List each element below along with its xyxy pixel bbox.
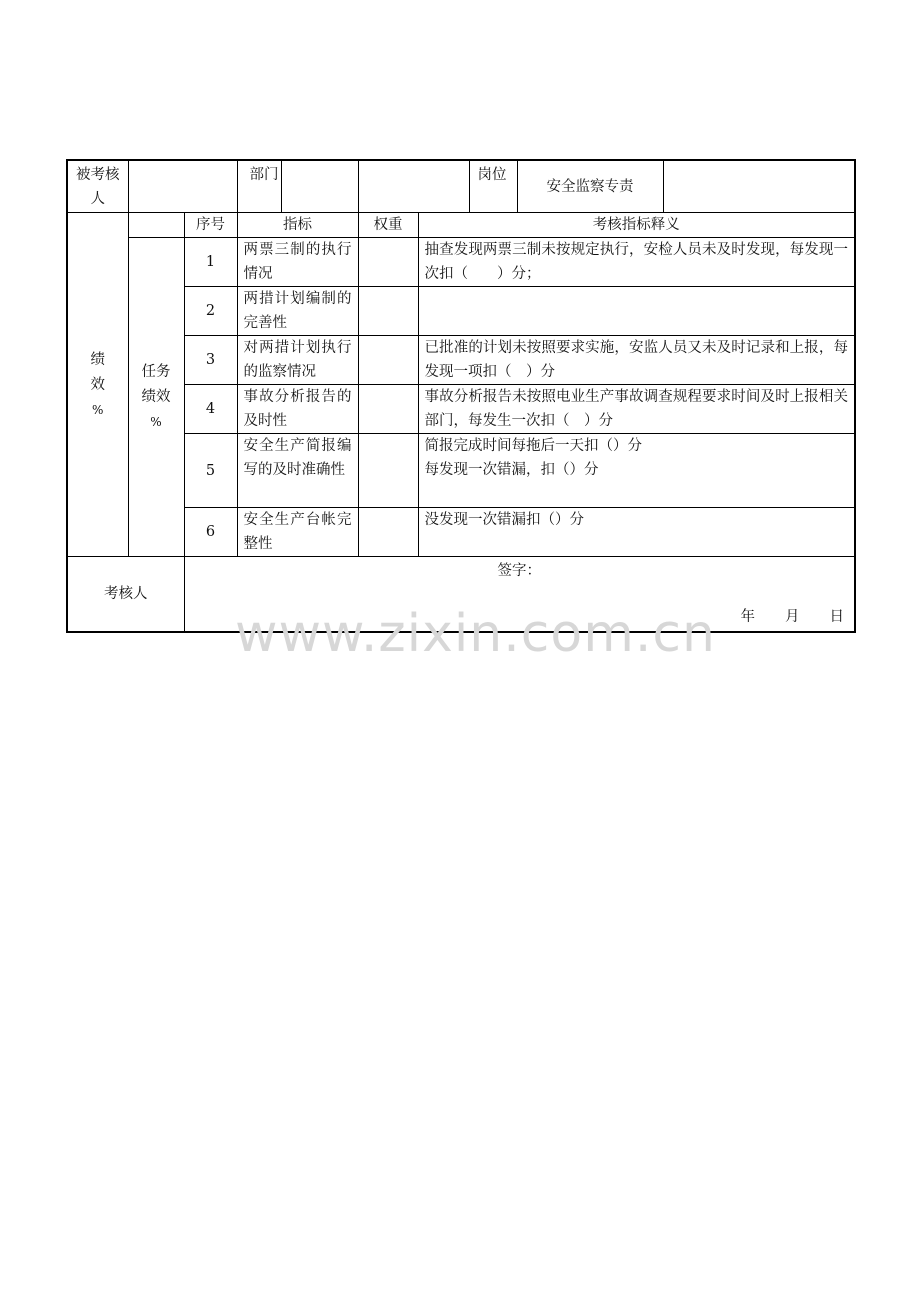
- row-weight[interactable]: [358, 238, 418, 287]
- assessment-table: [66, 159, 856, 633]
- row-weight[interactable]: [358, 287, 418, 336]
- date-month: 月: [785, 609, 800, 625]
- signature-cell[interactable]: [184, 557, 855, 633]
- row-definition: 抽查发现两票三制未按规定执行，安检人员未及时发现，每发现一次扣（ ）分；: [418, 238, 855, 287]
- row-seq: 1: [184, 238, 237, 287]
- definition-line: 简报完成时间每拖后一天扣（）分: [424, 438, 642, 454]
- sign-date: [741, 605, 847, 629]
- position-label: 岗位: [470, 161, 518, 212]
- row-indicator: 两措计划编制的完善性: [237, 287, 358, 336]
- date-year: 年: [740, 609, 755, 625]
- row-definition: 事故分析报告未按照电业生产事故调查规程要求时间及时上报相关部门，每发生一次扣（ ）分: [418, 385, 855, 434]
- dept-field[interactable]: [282, 161, 358, 212]
- row-definition: [418, 287, 855, 336]
- row-definition: 已批准的计划未按照要求实施，安监人员又未及时记录和上报，每发现一项扣（ ）分: [418, 336, 855, 385]
- signature-label: 签字：: [497, 563, 541, 579]
- dept-label: 部门: [238, 161, 282, 212]
- row-weight[interactable]: [358, 434, 418, 508]
- row-weight[interactable]: [358, 385, 418, 434]
- row-seq: 4: [184, 385, 237, 434]
- dept-group: [237, 160, 358, 213]
- position-group: [469, 160, 663, 213]
- column-header-row: [67, 213, 855, 238]
- indicator-row-6: [67, 508, 855, 557]
- task-label: 任务绩效: [141, 364, 171, 405]
- row-indicator: 事故分析报告的及时性: [237, 385, 358, 434]
- col-definition: 考核指标释义: [418, 213, 855, 238]
- col-weight: 权重: [358, 213, 418, 238]
- row-definition: 没发现一次错漏扣（）分: [418, 508, 855, 557]
- row-indicator: 对两措计划执行的监察情况: [237, 336, 358, 385]
- indicator-row-1: [67, 238, 855, 287]
- row-indicator: 安全生产台帐完整性: [237, 508, 358, 557]
- date-day: 日: [829, 609, 844, 625]
- col-seq: 序号: [184, 213, 237, 238]
- row-seq: 6: [184, 508, 237, 557]
- assessment-form: [66, 159, 854, 633]
- watermark: www.zixin.com.cn: [235, 604, 716, 664]
- examiner-label: 考核人: [67, 557, 184, 633]
- row-weight[interactable]: [358, 336, 418, 385]
- row-weight[interactable]: [358, 508, 418, 557]
- dept-field-ext[interactable]: [358, 160, 469, 213]
- performance-label: 绩效: [90, 351, 105, 393]
- examiner-row: [67, 557, 855, 633]
- row-definition: [418, 434, 855, 508]
- examinee-label: 被考核人: [67, 160, 128, 213]
- performance-percent: %: [92, 402, 104, 417]
- header-row: [67, 160, 855, 213]
- performance-cell: [67, 213, 128, 557]
- indicator-row-3: [67, 336, 855, 385]
- examinee-field[interactable]: [128, 160, 237, 213]
- indicator-row-2: [67, 287, 855, 336]
- row-seq: 5: [184, 434, 237, 508]
- position-value[interactable]: 安全监察专责: [546, 178, 634, 195]
- blank-header-cell: [128, 213, 184, 238]
- row-seq: 2: [184, 287, 237, 336]
- task-percent: %: [150, 415, 162, 429]
- row-seq: 3: [184, 336, 237, 385]
- task-performance-cell: [128, 238, 184, 557]
- col-indicator: 指标: [237, 213, 358, 238]
- indicator-row-5: [67, 434, 855, 508]
- definition-line: 每发现一次错漏，扣（）分: [424, 462, 599, 478]
- row-indicator: 安全生产简报编写的及时准确性: [237, 434, 358, 508]
- indicator-row-4: [67, 385, 855, 434]
- row-indicator: 两票三制的执行情况: [237, 238, 358, 287]
- extra-field[interactable]: [663, 160, 855, 213]
